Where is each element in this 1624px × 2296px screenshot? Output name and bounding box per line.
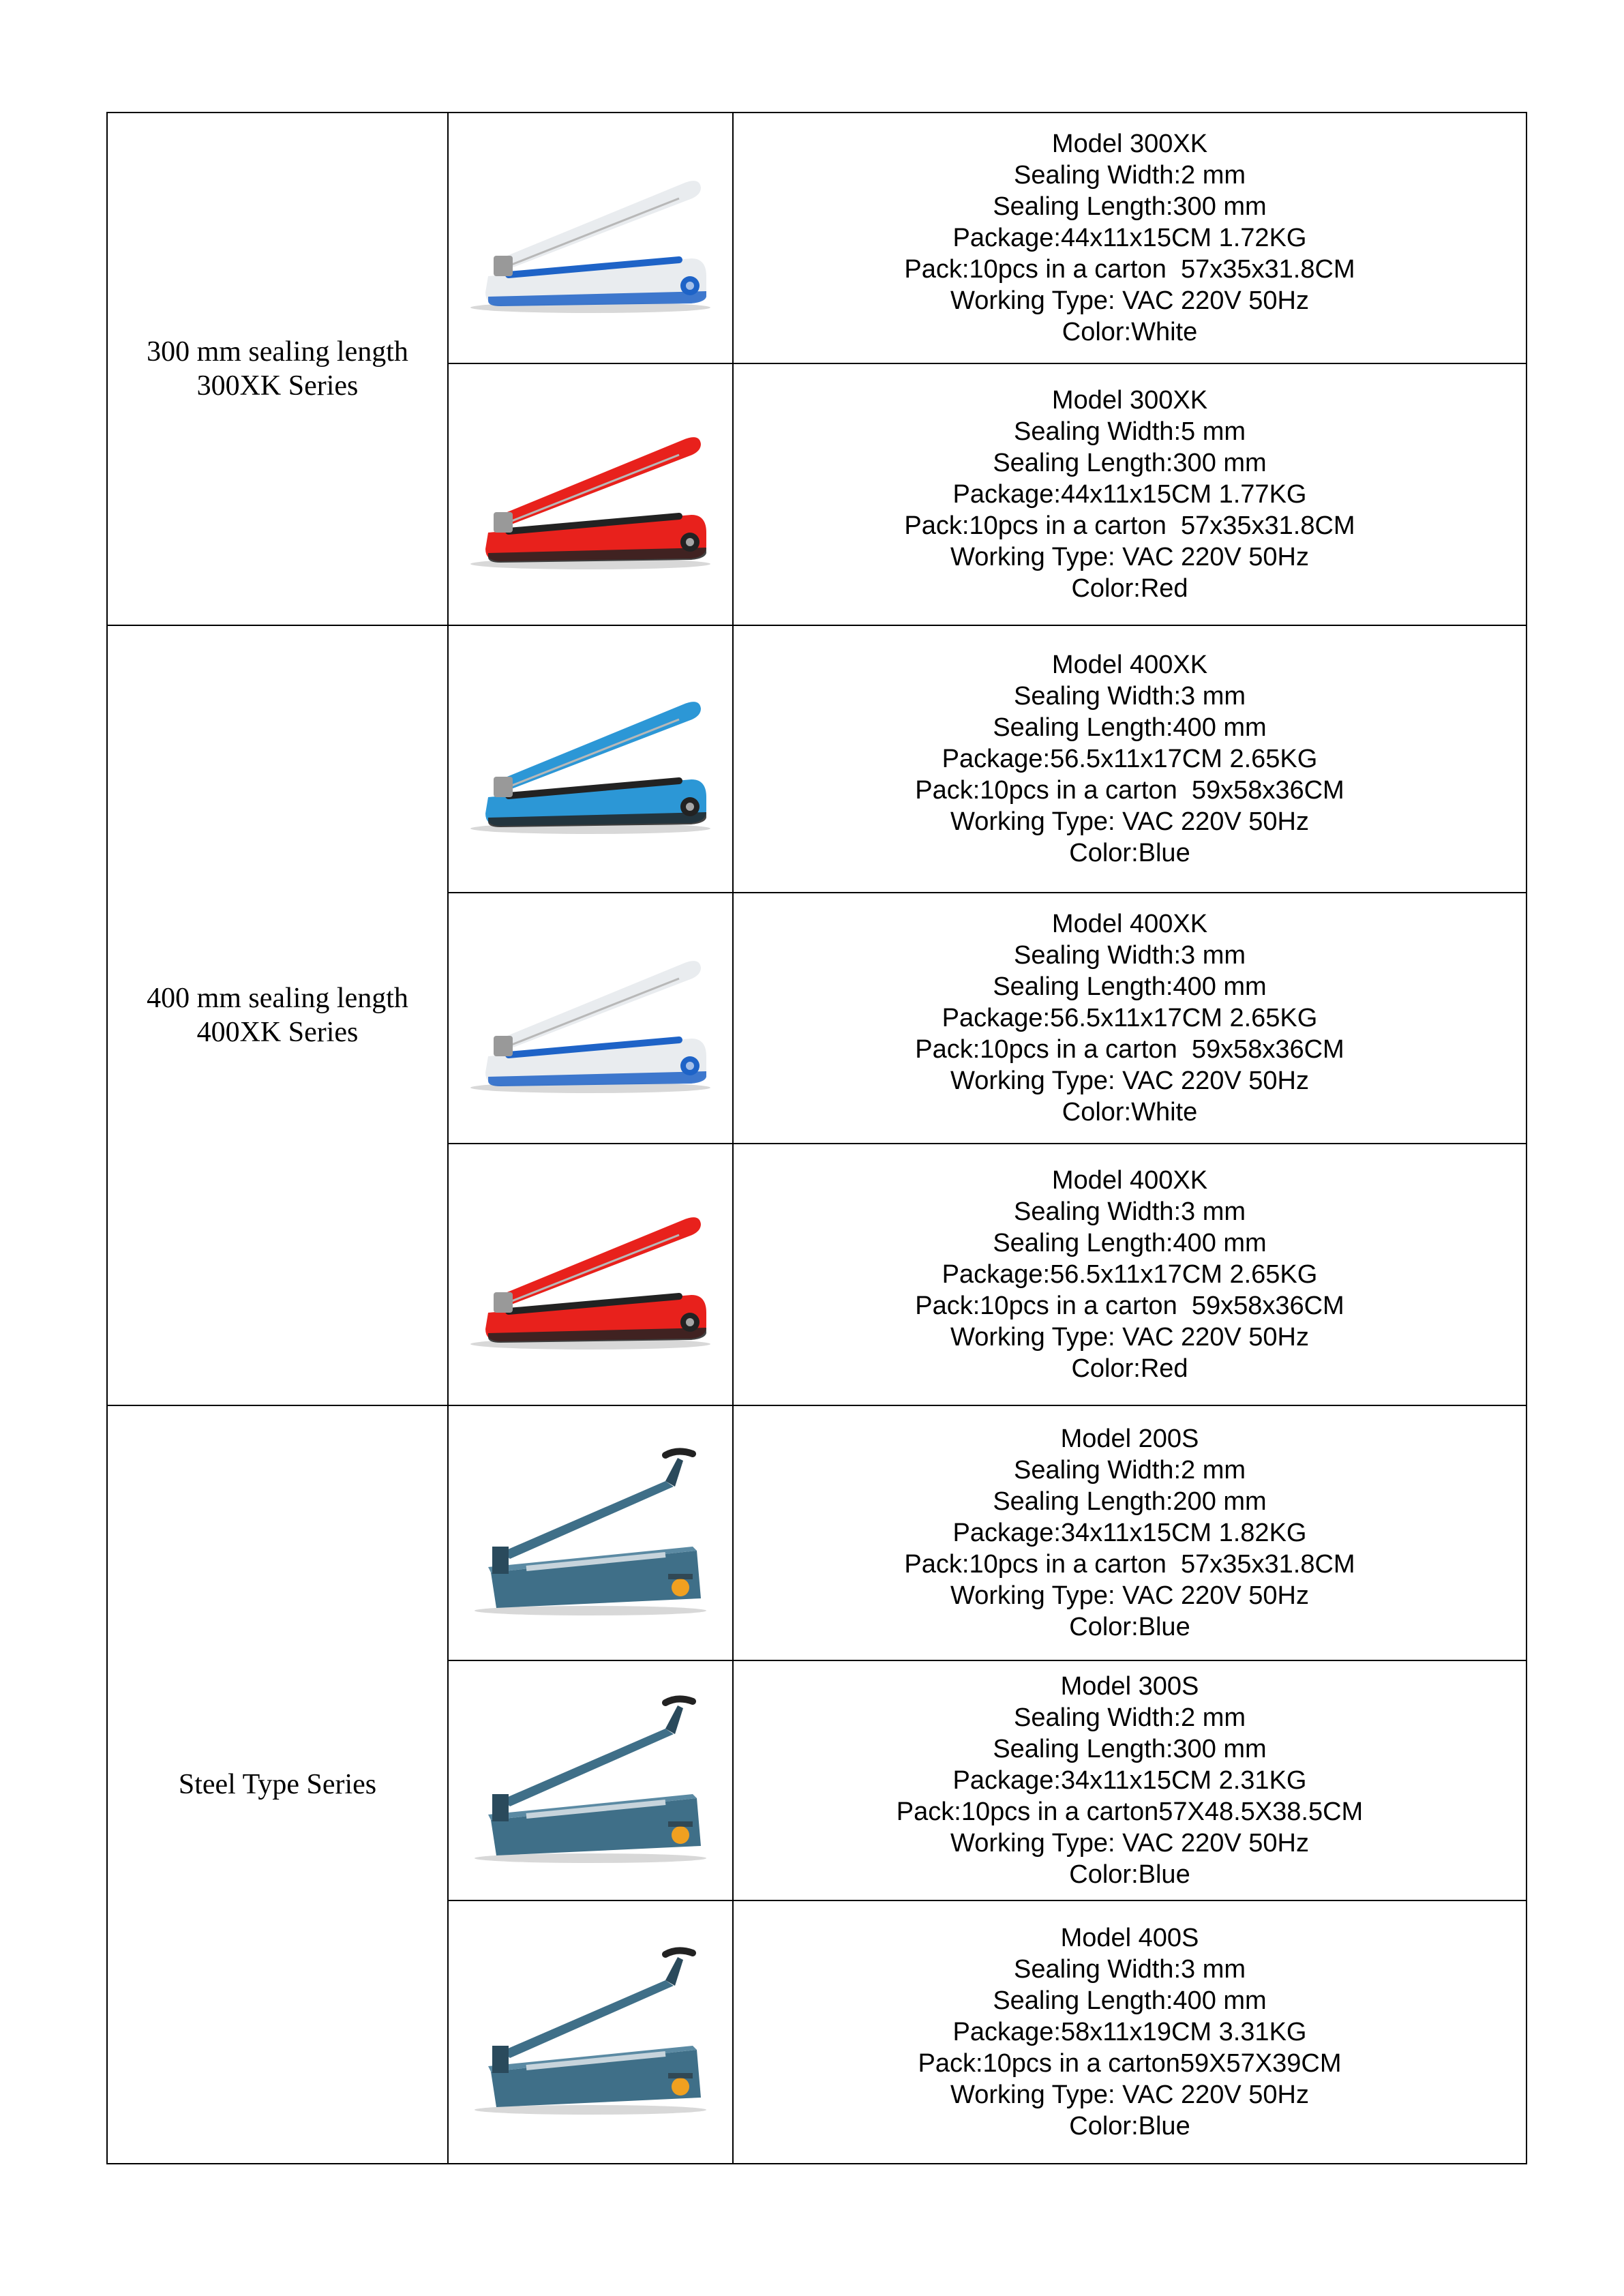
- spec-line: Color:White: [1062, 318, 1198, 346]
- heat-sealer-blue-plastic-image: [449, 677, 732, 841]
- model-name: Model 300S: [1060, 1672, 1199, 1701]
- product-spec-cell: [733, 893, 1527, 1144]
- spec-line: Working Type: VAC 220V 50Hz: [950, 543, 1309, 571]
- series-label: 300 mm sealing length: [147, 336, 408, 368]
- spec-line: Package:56.5x11x17CM 2.65KG: [942, 1260, 1318, 1289]
- spec-line: Package:58x11x19CM 3.31KG: [952, 2018, 1307, 2046]
- series-label: 400 mm sealing length: [147, 983, 408, 1014]
- product-spec-cell: [733, 1405, 1527, 1660]
- spec-line: Working Type: VAC 220V 50Hz: [950, 1829, 1309, 1858]
- spec-line: Sealing Length:400 mm: [993, 1986, 1267, 2015]
- product-photo-cell: [448, 363, 733, 625]
- table-row: [107, 113, 1527, 363]
- spec-table-body: [107, 113, 1527, 2164]
- product-photo-cell: [448, 1900, 733, 2164]
- spec-line: Color:White: [1062, 1098, 1198, 1127]
- product-spec-cell: [733, 1144, 1527, 1405]
- model-name: Model 400XK: [1051, 651, 1208, 679]
- spec-line: Color:Red: [1071, 574, 1188, 603]
- spec-line: Color:Blue: [1069, 1860, 1190, 1889]
- spec-line: Sealing Length:200 mm: [993, 1487, 1267, 1516]
- product-photo-cell: [448, 1660, 733, 1900]
- spec-line: Sealing Width:2 mm: [1013, 1703, 1246, 1732]
- spec-line: Working Type: VAC 220V 50Hz: [950, 286, 1309, 315]
- spec-line: Sealing Length:400 mm: [993, 1229, 1267, 1257]
- spec-line: Working Type: VAC 220V 50Hz: [950, 2081, 1309, 2109]
- spec-line: Sealing Width:3 mm: [1013, 1955, 1246, 1984]
- spec-line: Package:56.5x11x17CM 2.65KG: [942, 1004, 1318, 1032]
- heat-sealer-red-plastic-image: [449, 1193, 732, 1356]
- spec-line: Sealing Width:5 mm: [1013, 417, 1246, 446]
- product-photo-cell: [448, 1144, 733, 1405]
- model-name: Model 400XK: [1051, 1166, 1208, 1195]
- product-photo-cell: [448, 893, 733, 1144]
- spec-line: Package:34x11x15CM 2.31KG: [952, 1766, 1307, 1795]
- series-cell: [107, 1405, 448, 2164]
- product-spec-cell: [733, 1900, 1527, 2164]
- spec-line: Pack:10pcs in a carton 59x58x36CM: [915, 1292, 1344, 1320]
- heat-sealer-red-plastic-image: [449, 413, 732, 576]
- series-label: 400XK Series: [196, 1017, 359, 1048]
- spec-line: Sealing Length:300 mm: [993, 1735, 1267, 1763]
- series-cell: [107, 625, 448, 1405]
- product-photo-cell: [448, 625, 733, 893]
- spec-line: Working Type: VAC 220V 50Hz: [950, 807, 1309, 836]
- spec-line: Sealing Length:400 mm: [993, 972, 1267, 1001]
- series-label: 300XK Series: [196, 370, 359, 402]
- spec-line: Pack:10pcs in a carton57X48.5X38.5CM: [896, 1798, 1364, 1826]
- product-spec-cell: [733, 1660, 1527, 1900]
- product-spec-table: [106, 112, 1527, 2164]
- spec-line: Sealing Length:400 mm: [993, 713, 1267, 742]
- spec-line: Sealing Width:2 mm: [1013, 161, 1246, 190]
- spec-line: Pack:10pcs in a carton 59x58x36CM: [915, 776, 1344, 805]
- table-row: [107, 1405, 1527, 1660]
- model-name: Model 400S: [1060, 1924, 1199, 1952]
- heat-sealer-white-plastic-image: [449, 936, 732, 1100]
- spec-line: Pack:10pcs in a carton 57x35x31.8CM: [904, 1550, 1355, 1579]
- product-photo-cell: [448, 1405, 733, 1660]
- spec-line: Color:Blue: [1069, 839, 1190, 867]
- model-name: Model 200S: [1060, 1425, 1199, 1453]
- spec-line: Color:Blue: [1069, 1613, 1190, 1641]
- spec-line: Sealing Length:300 mm: [993, 449, 1267, 477]
- series-label: Steel Type Series: [178, 1769, 377, 1800]
- spec-line: Pack:10pcs in a carton 59x58x36CM: [915, 1035, 1344, 1064]
- heat-sealer-white-plastic-image: [449, 156, 732, 320]
- model-name: Model 300XK: [1051, 130, 1208, 158]
- spec-line: Color:Red: [1071, 1354, 1188, 1383]
- product-spec-cell: [733, 625, 1527, 893]
- spec-line: Pack:10pcs in a carton 57x35x31.8CM: [904, 511, 1355, 540]
- spec-line: Sealing Width:3 mm: [1013, 941, 1246, 970]
- spec-line: Package:34x11x15CM 1.82KG: [952, 1519, 1307, 1547]
- spec-line: Sealing Width:2 mm: [1013, 1456, 1246, 1485]
- spec-line: Color:Blue: [1069, 2112, 1190, 2141]
- product-spec-cell: [733, 113, 1527, 363]
- model-name: Model 400XK: [1051, 910, 1208, 938]
- spec-line: Working Type: VAC 220V 50Hz: [950, 1581, 1309, 1610]
- spec-line: Pack:10pcs in a carton 57x35x31.8CM: [904, 255, 1355, 284]
- spec-line: Working Type: VAC 220V 50Hz: [950, 1323, 1309, 1352]
- spec-line: Pack:10pcs in a carton59X57X39CM: [918, 2049, 1342, 2078]
- spec-line: Package:44x11x15CM 1.72KG: [952, 224, 1307, 252]
- heat-sealer-steel-blue-image: [449, 1943, 732, 2121]
- table-row: [107, 625, 1527, 893]
- spec-line: Sealing Width:3 mm: [1013, 1197, 1246, 1226]
- heat-sealer-steel-blue-image: [449, 1444, 732, 1622]
- product-spec-cell: [733, 363, 1527, 625]
- heat-sealer-steel-blue-image: [449, 1692, 732, 1869]
- spec-line: Working Type: VAC 220V 50Hz: [950, 1067, 1309, 1095]
- series-cell: [107, 113, 448, 625]
- spec-line: Sealing Width:3 mm: [1013, 682, 1246, 711]
- product-photo-cell: [448, 113, 733, 363]
- model-name: Model 300XK: [1051, 386, 1208, 415]
- spec-line: Package:44x11x15CM 1.77KG: [952, 480, 1307, 509]
- spec-line: Package:56.5x11x17CM 2.65KG: [942, 745, 1318, 773]
- spec-line: Sealing Length:300 mm: [993, 192, 1267, 221]
